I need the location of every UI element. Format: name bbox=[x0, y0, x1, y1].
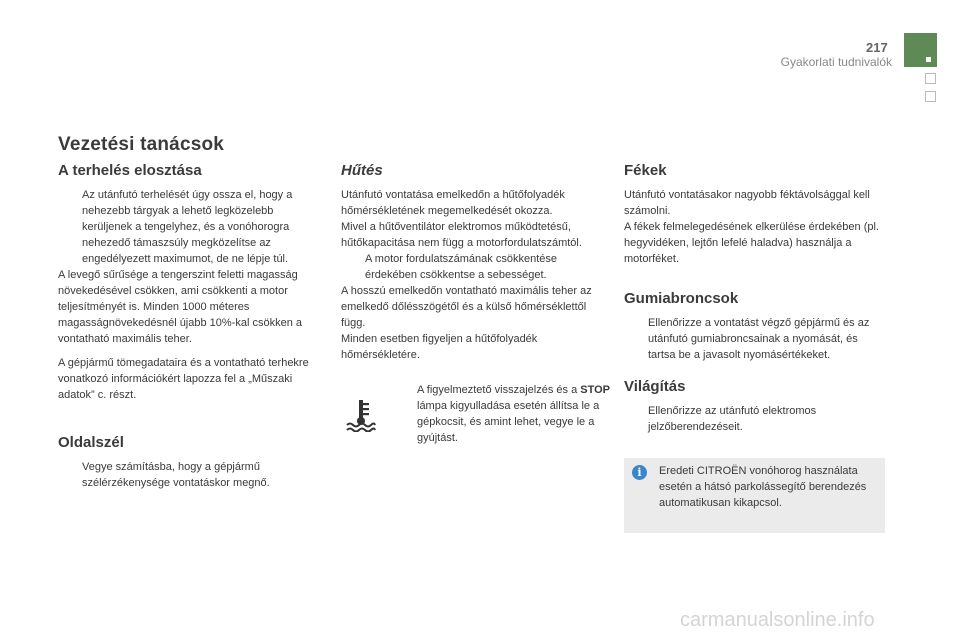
heading-lights: Világítás bbox=[624, 378, 686, 395]
section-name: Gyakorlati tudnivalók bbox=[780, 55, 892, 69]
paragraph: Utánfutó vontatása emelkedőn a hűtőfolyadék hőmérsékletének megemelkedését okozza. bbox=[341, 189, 565, 217]
heading-brakes: Fékek bbox=[624, 162, 667, 179]
coolant-temperature-icon bbox=[345, 398, 377, 432]
paragraph: Minden esetben figyeljen a hűtőfolyadék hőmérsékletére. bbox=[341, 333, 538, 361]
list-item: A motor fordulatszámának csökkentése érdekében csökkentse a sebességet. bbox=[365, 253, 557, 281]
column-middle bbox=[341, 162, 611, 454]
watermark: carmanualsonline.info bbox=[680, 609, 875, 631]
list-item: Ellenőrizze az utánfutó elektromos jelzőberendezéseit. bbox=[648, 405, 817, 433]
list-item: Ellenőrizze a vontatást végző gépjármű és az utánfutó gumiabroncsainak a nyomását, és tartsa be a javasolt nyomásértékeket. bbox=[648, 317, 870, 361]
nav-square-icon[interactable] bbox=[925, 73, 936, 84]
list-item: A figyelmeztető visszajelzés és a STOP lámpa kigyulladása esetén állítsa le a gépkocsit, és amint lehet, vegye le a gyújtást. bbox=[417, 384, 611, 444]
column-left bbox=[58, 163, 320, 499]
square-icon bbox=[926, 57, 931, 62]
chapter-tab[interactable] bbox=[904, 33, 937, 67]
page-title: Vezetési tanácsok bbox=[58, 134, 225, 155]
page-number: 217 bbox=[866, 40, 888, 55]
paragraph: A levegő sűrűsége a tengerszint feletti magasság növekedésével csökken, ami csökkenti a motor teljesítményét is. Minden 1000 méteres magasságnövekedésnél újabb 10%-kal csökken a vontatható maximális teher. bbox=[58, 269, 302, 345]
paragraph: A gépjármű tömegadataira és a vontatható terhekre vonatkozó információkért lapozza fel a „Műszaki adatok” c. részt. bbox=[58, 357, 309, 401]
nav-square-icon[interactable] bbox=[925, 91, 936, 102]
heading-load: A terhelés elosztása bbox=[58, 162, 202, 179]
paragraph: Utánfutó vontatásakor nagyobb féktávolsággal kell számolni. bbox=[624, 189, 870, 217]
heading-cooling: Hűtés bbox=[341, 162, 383, 179]
column-right bbox=[624, 163, 886, 443]
paragraph: A hosszú emelkedőn vontatható maximális teher az emelkedő dőlésszögétől és a külső hőmérséklettől függ. bbox=[341, 285, 592, 329]
paragraph: Mivel a hűtőventilátor elektromos működtetésű, hűtőkapacitása nem függ a motorfordulatszámtól. bbox=[341, 221, 582, 249]
info-icon: i bbox=[632, 465, 647, 480]
heading-tyres: Gumiabroncsok bbox=[624, 290, 739, 307]
list-item: Az utánfutó terhelését úgy ossza el, hogy a nehezebb tárgyak a lehető legközelebb kerüljenek a tengelyhez, és a vonóhorogra nehezedő támaszsúly megközelítse az engedélyezett maximumot, de ne lépje túl. bbox=[82, 189, 293, 265]
info-box bbox=[624, 458, 885, 533]
paragraph: A fékek felmelegedésének elkerülése érdekében (pl. hegyvidéken, lejtőn lefelé haladva) használja a motorféket. bbox=[624, 221, 879, 265]
stop-label: STOP bbox=[580, 384, 611, 396]
info-text: Eredeti CITROËN vonóhorog használata esetén a hátsó parkolássegítő berendezés automatikusan kikapcsol. bbox=[659, 465, 867, 509]
list-item: Vegye számításba, hogy a gépjármű szélérzékenysége vontatáskor megnő. bbox=[82, 461, 270, 489]
heading-crosswind: Oldalszél bbox=[58, 434, 124, 451]
